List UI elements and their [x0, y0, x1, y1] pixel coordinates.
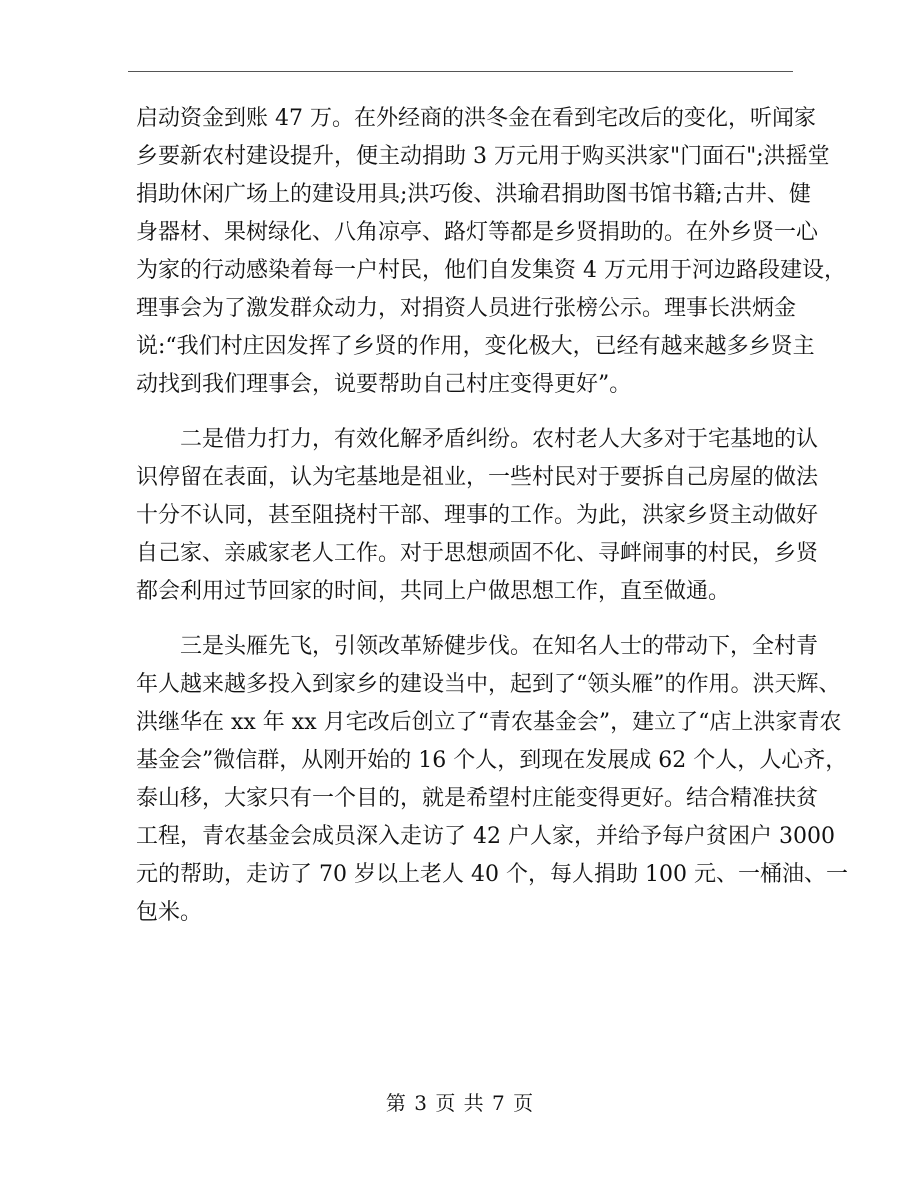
text-line: 基金会”微信群，从刚开始的 16 个人，到现在发展成 62 个人，人心齐，: [136, 748, 848, 773]
paragraph-spacer: [136, 611, 796, 628]
page-number-footer: 第 3 页 共 7 页: [385, 1091, 535, 1115]
text-line: 自己家、亲戚家老人工作。对于思想顽固不化、寻衅闹事的村民，乡贤: [136, 541, 819, 566]
text-line: 洪继华在 xx 年 xx 月宅改后创立了“青农基金会”，建立了“店上洪家青农: [136, 710, 842, 735]
text-line: 元的帮助，走访了 70 岁以上老人 40 个，每人捐助 100 元、一桶油、一: [136, 862, 848, 887]
text-line: 泰山移，大家只有一个目的，就是希望村庄能变得更好。结合精准扶贫: [136, 786, 819, 811]
paragraph-3: [136, 628, 848, 932]
text-line: 年人越来越多投入到家乡的建设当中，起到了“领头雁”的作用。洪天辉、: [136, 672, 841, 697]
header-rule: [128, 71, 793, 72]
paragraph-2: [136, 421, 819, 611]
text-line: 十分不认同，甚至阻挠村干部、理事的工作。为此，洪家乡贤主动做好: [136, 503, 819, 528]
text-line: 包米。: [136, 900, 203, 925]
text-line: 理事会为了激发群众动力，对捐资人员进行张榜公示。理事长洪炳金: [136, 296, 797, 321]
text-line: 三是头雁先飞，引领改革矫健步伐。在知名人士的带动下，全村青: [180, 634, 819, 659]
text-line: 工程，青农基金会成员深入走访了 42 户人家，并给予每户贫困户 3000: [136, 824, 835, 849]
text-line: 身器材、果树绿化、八角凉亭、路灯等都是乡贤捐助的。在外乡贤一心: [136, 220, 819, 245]
text-line: 二是借力打力，有效化解矛盾纠纷。农村老人大多对于宅基地的认: [180, 427, 819, 452]
text-line: 识停留在表面，认为宅基地是祖业，一些村民对于要拆自己房屋的做法: [136, 465, 819, 490]
text-line: 乡要新农村建设提升，便主动捐助 3 万元用于购买洪家"门面石";洪摇堂: [136, 144, 830, 169]
text-line: 动找到我们理事会，说要帮助自己村庄变得更好”。: [136, 372, 632, 397]
text-line: 说:“我们村庄因发挥了乡贤的作用，变化极大，已经有越来越多乡贤主: [136, 334, 815, 359]
document-body: [136, 100, 848, 932]
paragraph-1: [136, 100, 846, 404]
paragraph-spacer: [136, 404, 796, 421]
text-line: 启动资金到账 47 万。在外经商的洪冬金在看到宅改后的变化，听闻家: [136, 106, 816, 131]
text-line: 为家的行动感染着每一户村民，他们自发集资 4 万元用于河边路段建设，: [136, 258, 846, 283]
text-line: 都会利用过节回家的时间，共同上户做思想工作，直至做通。: [136, 579, 731, 604]
text-line: 捐助休闲广场上的建设用具;洪巧俊、洪瑜君捐助图书馆书籍;古井、健: [136, 182, 811, 207]
